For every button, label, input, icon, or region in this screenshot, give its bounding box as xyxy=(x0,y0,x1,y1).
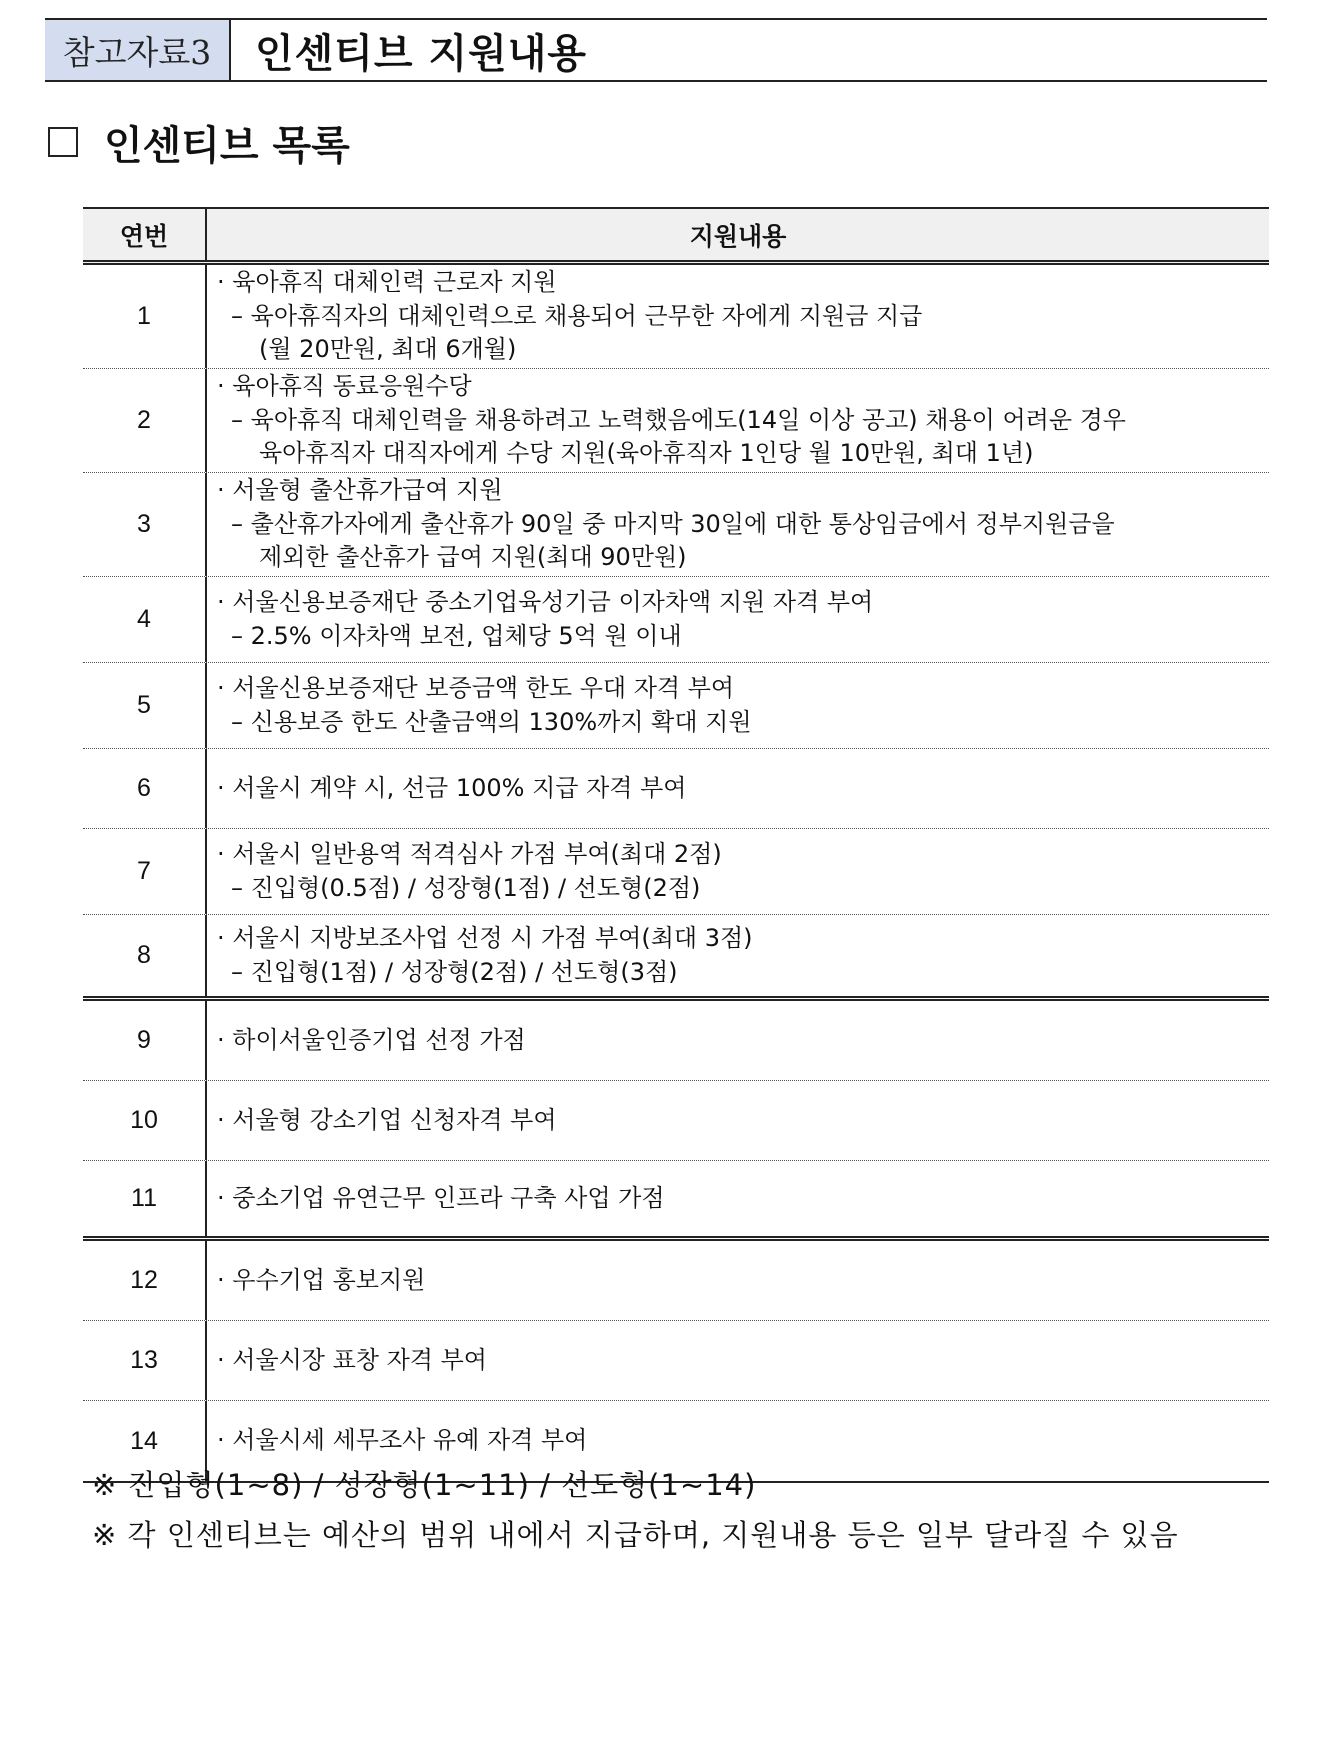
table-row xyxy=(83,473,1269,577)
bullet-item: · 서울시세 세무조사 유예 자격 부여 xyxy=(217,1426,588,1455)
table-row xyxy=(83,663,1269,749)
table-row xyxy=(83,749,1269,829)
table-row xyxy=(83,829,1269,915)
row-number: 14 xyxy=(83,1401,207,1481)
incentive-table xyxy=(83,207,1269,1483)
row-content xyxy=(207,577,1269,662)
row-number: 3 xyxy=(83,473,207,576)
row-content xyxy=(207,1081,1269,1160)
continuation-line: (월 20만원, 최대 6개월) xyxy=(259,335,517,364)
bullet-item: · 서울형 강소기업 신청자격 부여 xyxy=(217,1105,557,1134)
table-row xyxy=(83,369,1269,473)
sub-item: – 2.5% 이자차액 보전, 업체당 5억 원 이내 xyxy=(231,621,682,650)
bullet-item: · 서울시 일반용역 적격심사 가점 부여(최대 2점) xyxy=(217,839,722,868)
table-row xyxy=(83,265,1269,369)
row-content xyxy=(207,1321,1269,1400)
sub-item: – 출산휴가자에게 출산휴가 90일 중 마지막 30일에 대한 통상임금에서 정부지원금을 xyxy=(231,509,1115,538)
reference-tag: 참고자료3 xyxy=(45,20,231,80)
bullet-item: · 서울시장 표창 자격 부여 xyxy=(217,1345,487,1374)
bullet-item: · 육아휴직 동료응원수당 xyxy=(217,372,472,401)
bullet-item: · 서울신용보증재단 보증금액 한도 우대 자격 부여 xyxy=(217,673,735,702)
section-heading-text: 인센티브 목록 xyxy=(104,122,350,169)
row-content xyxy=(207,663,1269,748)
row-number: 5 xyxy=(83,663,207,748)
bullet-item: · 서울신용보증재단 중소기업육성기금 이자차액 지원 자격 부여 xyxy=(217,587,874,616)
row-number: 2 xyxy=(83,369,207,472)
sub-item: – 육아휴직 대체인력을 채용하려고 노력했음에도(14일 이상 공고) 채용이 어려운 경우 xyxy=(231,405,1126,434)
row-number: 10 xyxy=(83,1081,207,1160)
bullet-item: · 서울시 지방보조사업 선정 시 가점 부여(최대 3점) xyxy=(217,923,753,952)
table-row xyxy=(83,1241,1269,1321)
row-content xyxy=(207,369,1269,472)
document-title: 인센티브 지원내용 xyxy=(255,30,588,77)
table-row xyxy=(83,1321,1269,1401)
column-header-content: 지원내용 xyxy=(689,221,787,251)
row-content xyxy=(207,473,1269,576)
sub-item: – 진입형(0.5점) / 성장형(1점) / 선도형(2점) xyxy=(231,873,701,902)
bullet-item: · 육아휴직 대체인력 근로자 지원 xyxy=(217,268,557,297)
row-number: 13 xyxy=(83,1321,207,1400)
row-number: 8 xyxy=(83,915,207,996)
row-content xyxy=(207,1161,1269,1236)
bullet-item: · 중소기업 유연근무 인프라 구축 사업 가점 xyxy=(217,1183,665,1212)
row-content xyxy=(207,1001,1269,1080)
section-heading xyxy=(48,112,350,172)
row-number: 12 xyxy=(83,1241,207,1320)
row-content xyxy=(207,265,1269,368)
bullet-item: · 우수기업 홍보지원 xyxy=(217,1265,426,1294)
row-number: 9 xyxy=(83,1001,207,1080)
table-header xyxy=(83,209,1269,265)
table-row xyxy=(83,915,1269,1001)
checkbox-square-icon xyxy=(48,127,78,157)
reference-header xyxy=(45,18,1267,82)
continuation-line: 제외한 출산휴가 급여 지원(최대 90만원) xyxy=(259,543,687,572)
sub-item: – 신용보증 한도 산출금액의 130%까지 확대 지원 xyxy=(231,707,752,736)
table-row xyxy=(83,577,1269,663)
footnote-types: ※ 진입형(1~8) / 성장형(1~11) / 선도형(1~14) xyxy=(92,1468,757,1502)
row-number: 1 xyxy=(83,265,207,368)
row-content xyxy=(207,829,1269,914)
table-row xyxy=(83,1161,1269,1241)
row-number: 7 xyxy=(83,829,207,914)
sub-item: – 육아휴직자의 대체인력으로 채용되어 근무한 자에게 지원금 지급 xyxy=(231,301,923,330)
row-content xyxy=(207,1241,1269,1320)
table-body xyxy=(83,265,1269,1481)
bullet-item: · 하이서울인증기업 선정 가점 xyxy=(217,1025,526,1054)
column-header-number: 연번 xyxy=(83,209,207,260)
row-number: 11 xyxy=(83,1161,207,1236)
row-content xyxy=(207,749,1269,828)
footnote-budget: ※ 각 인센티브는 예산의 범위 내에서 지급하며, 지원내용 등은 일부 달라질 수 있음 xyxy=(92,1518,1179,1552)
table-row xyxy=(83,1001,1269,1081)
row-number: 6 xyxy=(83,749,207,828)
bullet-item: · 서울시 계약 시, 선금 100% 지급 자격 부여 xyxy=(217,773,687,802)
continuation-line: 육아휴직자 대직자에게 수당 지원(육아휴직자 1인당 월 10만원, 최대 1년) xyxy=(259,439,1034,468)
sub-item: – 진입형(1점) / 성장형(2점) / 선도형(3점) xyxy=(231,957,678,986)
table-row xyxy=(83,1081,1269,1161)
row-content xyxy=(207,915,1269,996)
bullet-item: · 서울형 출산휴가급여 지원 xyxy=(217,476,503,505)
row-number: 4 xyxy=(83,577,207,662)
